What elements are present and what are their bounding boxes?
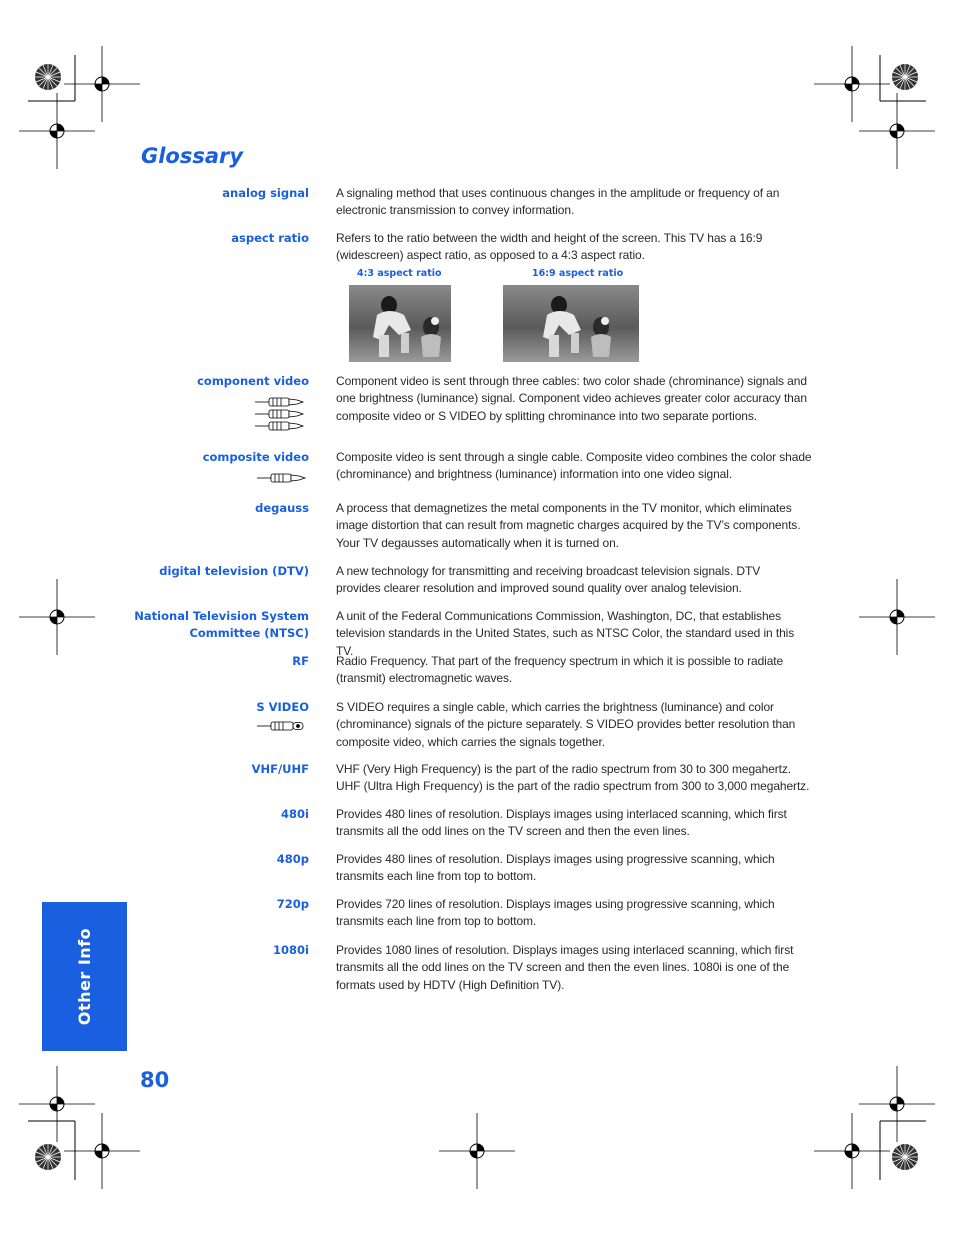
term-720p: 720p: [276, 897, 309, 911]
image-16-9-aspect-ratio: [503, 285, 639, 362]
definition-degauss: A process that demagnetizes the metal components in the TV monitor, which eliminates image distortion that can result from magnetic charges acquired by the TV’s components. Your TV degausses automatically when it is turned on.: [336, 501, 801, 550]
definition-component-video: Component video is sent through three cables: two color shade (chrominance) signals and one brightness (luminance) signal. Component video achieves greater color accuracy than composite video or S VIDEO by splitting chrominance into two separate portions.: [336, 374, 807, 423]
definition-720p: Provides 720 lines of resolution. Displays images using progressive scanning, which transmits each line from top to bottom.: [336, 897, 775, 929]
term-vhf-uhf: VHF/UHF: [251, 762, 309, 776]
section-side-tab-label: Other Info: [75, 927, 94, 1026]
definition-analog-signal: A signaling method that uses continuous changes in the amplitude or frequency of an electronic transmission to convey information.: [336, 186, 780, 218]
definition-1080i: Provides 1080 lines of resolution. Displays images using interlaced scanning, which first transmits all the odd lines on the TV screen and then the even lines. 1080i is one of the formats used by HDTV (High Definition TV).: [336, 943, 794, 992]
section-side-tab: [42, 902, 127, 1051]
definition-ntsc: A unit of the Federal Communications Commission, Washington, DC, that establishes television standards in the United States, such as NTSC Color, the standard used in this TV.: [336, 609, 795, 658]
term-degauss: degauss: [255, 501, 309, 515]
definition-composite-video: Composite video is sent through a single cable. Composite video combines the color shade (chrominance) and brightness (luminance) information into one video signal.: [336, 450, 812, 482]
term-digital-television: digital television (DTV): [159, 564, 309, 578]
term-480p: 480p: [276, 852, 309, 866]
term-rf: RF: [292, 654, 309, 668]
term-component-video: component video: [197, 374, 309, 388]
caption-16-9: 16:9 aspect ratio: [532, 268, 624, 279]
term-1080i: 1080i: [273, 943, 309, 957]
image-4-3-aspect-ratio: [349, 285, 451, 362]
definition-480p: Provides 480 lines of resolution. Displays images using progressive scanning, which transmits each line from top to bottom.: [336, 852, 775, 884]
term-composite-video: composite video: [202, 450, 309, 464]
term-s-video: S VIDEO: [256, 700, 309, 714]
composite-cable-icon: [257, 472, 309, 486]
page-number: 80: [140, 1068, 170, 1092]
definition-rf: Radio Frequency. That part of the frequency spectrum in which it is possible to radiate (transmit) electromagnetic waves.: [336, 654, 784, 686]
term-analog-signal: analog signal: [222, 186, 309, 200]
definition-s-video: S VIDEO requires a single cable, which carries the brightness (luminance) and color (chrominance) signals of the picture separately. S VIDEO provides better resolution than composite video, which carries the signals together.: [336, 700, 796, 749]
definition-digital-television: A new technology for transmitting and receiving broadcast television signals. DTV provides clearer resolution and improved sound quality over analog television.: [336, 564, 761, 596]
term-aspect-ratio: aspect ratio: [231, 231, 309, 245]
caption-4-3: 4:3 aspect ratio: [357, 268, 442, 279]
definition-aspect-ratio: Refers to the ratio between the width and height of the screen. This TV has a 16:9 (widescreen) aspect ratio, as opposed to a 4:3 aspect ratio.: [336, 231, 763, 263]
component-cable-icon: [255, 396, 307, 436]
term-ntsc: National Television System Committee (NTSC): [134, 609, 309, 640]
svideo-cable-icon: [257, 720, 309, 734]
term-480i: 480i: [281, 807, 309, 821]
page-title: Glossary: [141, 144, 244, 168]
definition-480i: Provides 480 lines of resolution. Displays images using interlaced scanning, which first transmits all the odd lines on the TV screen and then the even lines.: [336, 807, 787, 839]
definition-vhf-uhf: VHF (Very High Frequency) is the part of the radio spectrum from 30 to 300 megahertz. UHF (Ultra High Frequency) is the part of the radio spectrum from 300 to 3,000 megahertz.: [336, 762, 810, 794]
